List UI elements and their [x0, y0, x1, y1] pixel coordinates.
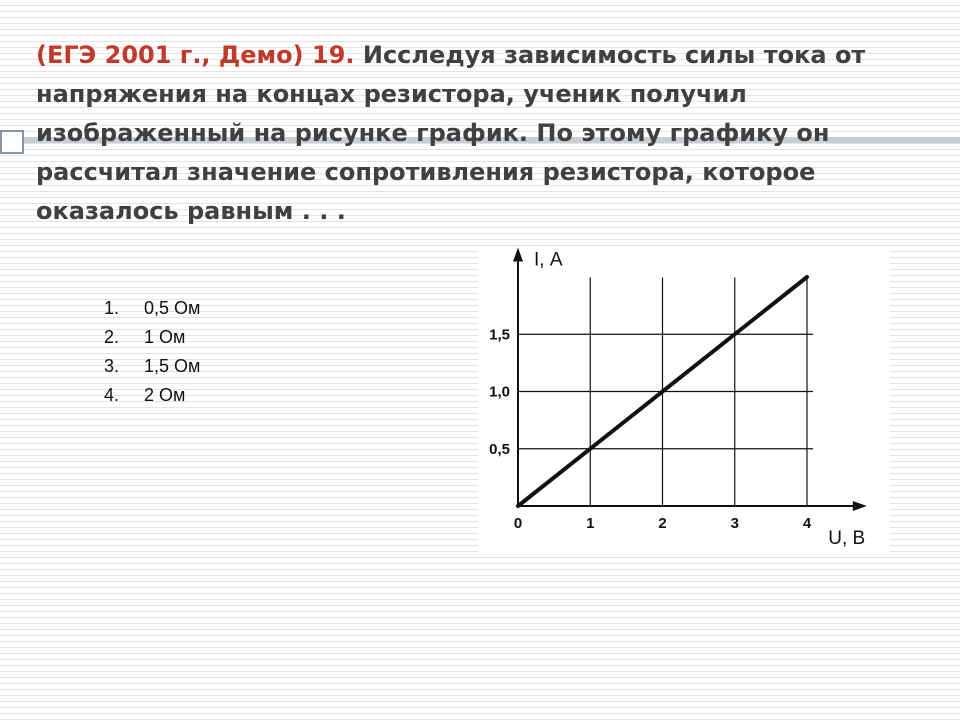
question-text — [36, 36, 916, 231]
answer-option[interactable] — [104, 352, 200, 381]
question-body: Исследуя зависимость силы тока от напряжения на концах резистора, ученик получил изображенный на рисунке график. По этому графику он рассчитал значение сопротивления резистора, которое оказалось равным . . . — [36, 41, 866, 225]
y-axis-label: I, А — [534, 249, 563, 271]
y-tick-label: 1,5 — [489, 326, 510, 344]
x-tick-label: 4 — [802, 515, 812, 532]
answer-option[interactable] — [104, 294, 200, 323]
answer-number: 3. — [104, 356, 120, 376]
answer-option[interactable] — [104, 381, 200, 410]
iv-graph — [478, 246, 890, 554]
answer-number: 2. — [104, 327, 120, 347]
answer-text: 0,5 Ом — [144, 298, 201, 318]
answer-text: 1 Ом — [144, 327, 186, 347]
y-axis-arrow — [513, 248, 523, 262]
x-tick-label: 1 — [586, 515, 595, 532]
y-tick-label: 1,0 — [489, 383, 510, 401]
x-axis-label: U, В — [828, 528, 866, 549]
x-axis-arrow — [853, 501, 867, 511]
decorative-square — [0, 130, 24, 154]
answer-list — [104, 294, 200, 410]
x-tick-label: 0 — [513, 515, 523, 532]
question-source: (ЕГЭ 2001 г., Демо) 19. — [36, 41, 355, 69]
x-tick-label: 2 — [658, 515, 667, 532]
answer-number: 4. — [104, 385, 120, 405]
y-tick-label: 0,5 — [489, 440, 510, 458]
answer-text: 2 Ом — [144, 385, 186, 405]
iv-graph-svg — [478, 246, 890, 554]
x-tick-label: 3 — [730, 515, 739, 532]
answer-number: 1. — [104, 298, 120, 318]
answer-option[interactable] — [104, 323, 200, 352]
answer-text: 1,5 Ом — [144, 356, 201, 376]
